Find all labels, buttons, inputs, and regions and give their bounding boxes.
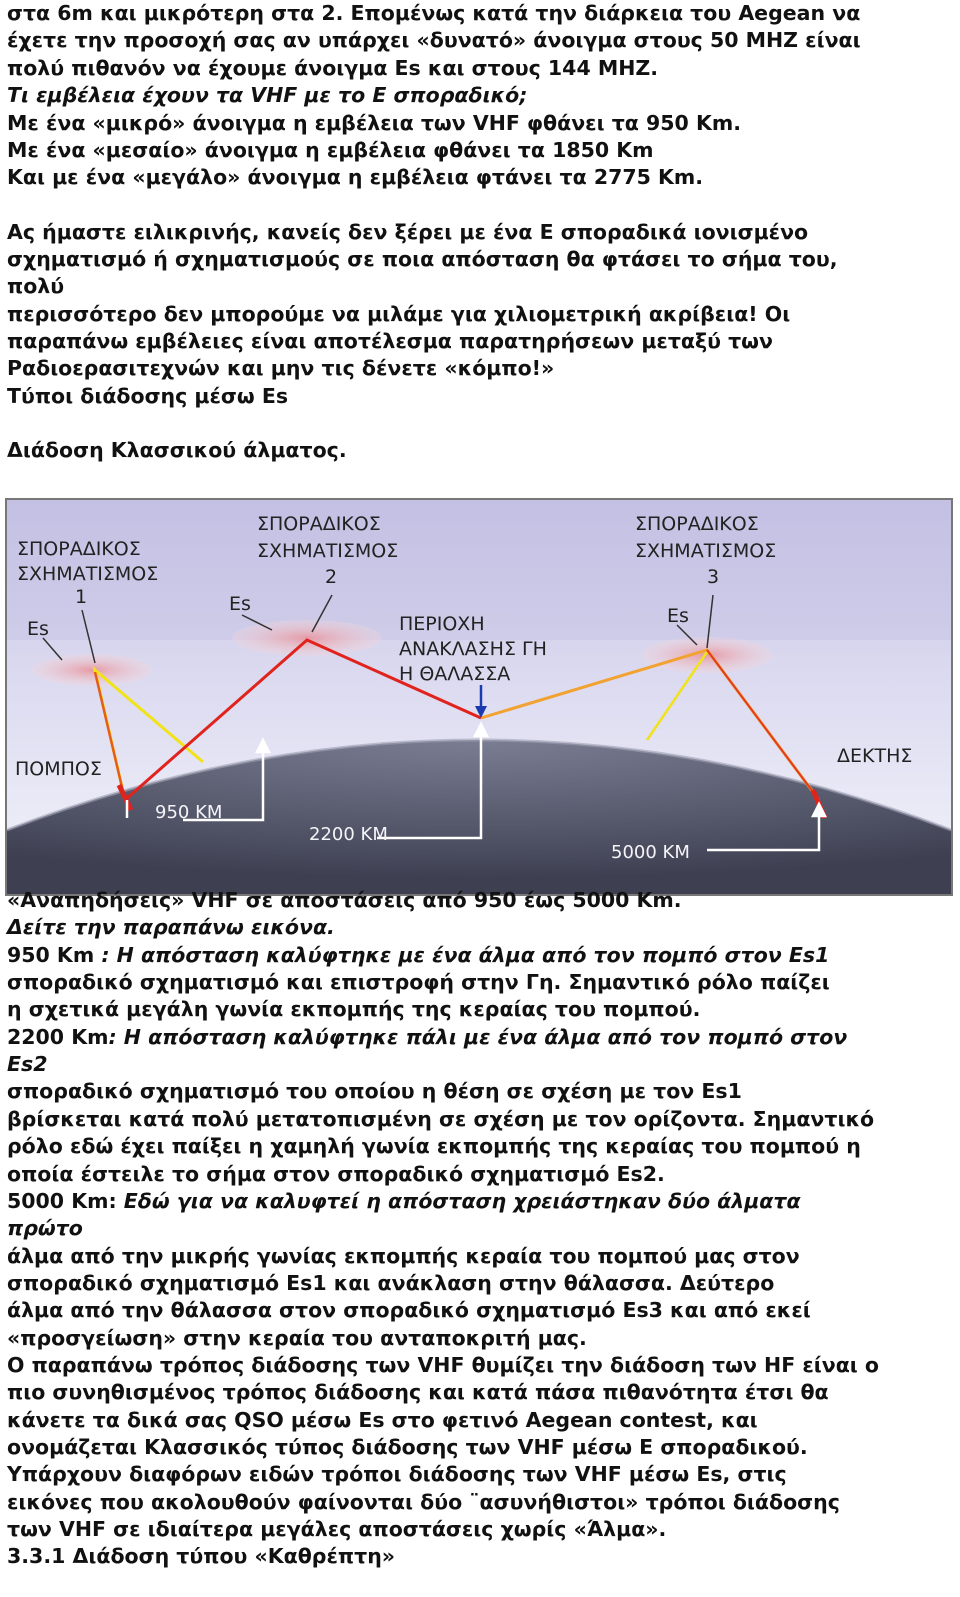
text-run: άλμα από την θάλασσα στον σποραδικό σχηματισμό Es3 και από εκεί: [7, 1298, 811, 1323]
text-run: άλμα από την μικρής γωνίας εκπομπής κεραία του πομπού μας στον: [7, 1243, 800, 1268]
range-question: Τι εμβέλεια έχουν τα VHF με το Ε σποραδικό;: [7, 83, 528, 107]
text-line: Με ένα «μικρό» άνοιγμα η εμβέλεια των VHF φθάνει τα 950 Km.: [7, 111, 741, 135]
es-label-2: Es: [229, 593, 251, 615]
text-run: οποία έστειλε το σήμα στον σποραδικό σχηματισμό Es2.: [7, 1161, 665, 1186]
text-run: : Η απόσταση καλύφτηκε με ένα άλμα από τον πομπό στον Es1: [101, 942, 830, 967]
text-run: πρώτο: [7, 1216, 83, 1241]
text-line: [7, 914, 953, 941]
distance-2200-label: 2200 ΚΜ: [309, 824, 388, 845]
text-run: «Αναπηδήσεις» VHF σε αποστάσεις από 950 έως 5000 Km.: [7, 888, 682, 912]
formation-label-2a: ΣΠΟΡΑΔΙΚΟΣ: [257, 513, 381, 535]
text-line: πολύ πιθανόν να έχουμε άνοιγμα Es και στους 144 MHZ.: [7, 56, 659, 80]
reflection-label-c: Η ΘΑΛΑΣΣΑ: [399, 663, 511, 685]
text-line: Και με ένα «μεγάλο» άνοιγμα η εμβέλεια φτάνει τα 2775 Km.: [7, 165, 704, 189]
text-line: [7, 1133, 953, 1160]
transmitter-label: ΠΟΜΠΟΣ: [15, 758, 102, 780]
text-line: [7, 1407, 953, 1434]
text-line: περισσότερο δεν μπορούμε να μιλάμε για χιλιομετρική ακρίβεια! Οι: [7, 302, 791, 326]
formation-label-2b: ΣΧΗΜΑΤΙΣΜΟΣ: [257, 540, 399, 562]
text-line: Ραδιοερασιτεχνών και μην τις δένετε «κόμπο!»: [7, 356, 555, 380]
text-line: Ας ήμαστε ειλικρινής, κανείς δεν ξέρει με ένα Ε σποραδικά ιονισμένο: [7, 220, 809, 244]
text-line: πολύ: [7, 274, 65, 298]
text-line: [7, 1188, 953, 1215]
distance-950-label: 950 ΚΜ: [155, 802, 223, 823]
text-line: [7, 1215, 953, 1242]
text-line: [7, 1489, 953, 1516]
text-line: [7, 1516, 953, 1543]
text-line: [7, 1379, 953, 1406]
text-line: [7, 1270, 953, 1297]
formation-number-1: 1: [75, 586, 88, 608]
text-line: [7, 1024, 953, 1051]
formation-label-1a: ΣΠΟΡΑΔΙΚΟΣ: [17, 538, 141, 560]
text-run: βρίσκεται κατά πολύ μετατοπισμένη σε σχέση με τον ορίζοντα. Σημαντικό: [7, 1106, 875, 1131]
text-run: 3.3.1 Διάδοση τύπου «Καθρέπτη»: [7, 1544, 396, 1569]
text-run: : Η απόσταση καλύφτηκε πάλι με ένα άλμα από τον πομπό στον: [108, 1024, 848, 1049]
text-run: ονομάζεται Κλασσικός τύπος διάδοσης των VHF μέσω Ε σποραδικού.: [7, 1435, 808, 1459]
text-line: [7, 996, 953, 1023]
reflection-label-b: ΑΝΑΚΛΑΣΗΣ ΓΗ: [399, 638, 547, 660]
text-run: Es2: [7, 1052, 48, 1077]
text-line: [7, 1243, 953, 1270]
text-run: εικόνες που ακολουθούν φαίνονται δύο ¨ασυνήθιστοι» τρόποι διάδοσης: [7, 1489, 840, 1514]
text-line: [7, 1106, 953, 1133]
text-line: σχηματισμό ή σχηματισμούς σε ποια απόσταση θα φτάσει το σήμα του,: [7, 247, 838, 271]
text-line: [7, 1352, 953, 1379]
text-run: «προσγείωση» στην κεραία του ανταποκριτή μας.: [7, 1325, 587, 1350]
text-run: κάνετε τα δικά σας QSO μέσω Es στο φετινό Aegean contest, και: [7, 1407, 758, 1432]
formation-label-3a: ΣΠΟΡΑΔΙΚΟΣ: [635, 513, 759, 535]
text-run: η σχετικά μεγάλη γωνία εκπομπής της κεραίας του πομπού.: [7, 997, 701, 1022]
text-run: 5000 Km:: [7, 1188, 124, 1213]
formation-number-2: 2: [325, 566, 338, 588]
text-run: Υπάρχουν διαφόρων ειδών τρόποι διάδοσης των VHF μέσω Es, στις: [7, 1462, 787, 1487]
receiver-label: ΔΕΚΤΗΣ: [837, 745, 913, 767]
text-run: ρόλο εδώ έχει παίξει η χαμηλή γωνία εκπομπής της κεραίας του πομπού η: [7, 1134, 861, 1159]
text-line: [7, 1051, 953, 1078]
es-label-3: Es: [667, 605, 689, 627]
text-run: Δείτε την παραπάνω εικόνα.: [7, 915, 335, 940]
section-heading: Διάδοση Κλασσικού άλματος.: [7, 438, 347, 462]
text-line: [7, 1161, 953, 1188]
text-line: έχετε την προσοχή σας αν υπάρχει «δυνατό» άνοιγμα στους 50 MHZ είναι: [7, 28, 861, 52]
text-line: Με ένα «μεσαίο» άνοιγμα η εμβέλεια φθάνει τα 1850 Km: [7, 138, 654, 162]
text-line: [7, 1325, 953, 1352]
formation-label-3b: ΣΧΗΜΑΤΙΣΜΟΣ: [635, 540, 777, 562]
text-line: [7, 1543, 953, 1570]
es-label-1: Es: [27, 618, 49, 640]
text-line: [7, 1078, 953, 1105]
text-run: πιο συνηθισμένος τρόπος διάδοσης και κατά πάσα πιθανότητα έτσι θα: [7, 1380, 829, 1405]
formation-label-1b: ΣΧΗΜΑΤΙΣΜΟΣ: [17, 563, 159, 585]
text-run: 2200 Km: [7, 1024, 109, 1049]
distance-5000-label: 5000 ΚΜ: [611, 842, 690, 863]
formation-number-3: 3: [707, 566, 720, 588]
text-run: σποραδικό σχηματισμό του οποίου η θέση σε σχέση με τον Es1: [7, 1079, 742, 1104]
text-run: σποραδικό σχηματισμό και επιστροφή στην Γη. Σημαντικό ρόλο παίζει: [7, 970, 830, 995]
text-line: παραπάνω εμβέλειες είναι αποτέλεσμα παρατηρήσεων μεταξύ των: [7, 329, 773, 353]
es-cloud-1: [32, 654, 152, 686]
text-run: 950 Km: [7, 942, 102, 967]
es-cloud-2: [232, 620, 382, 656]
text-run: Ο παραπάνω τρόπος διάδοσης των VHF θυμίζει την διάδοση των HF είναι ο: [7, 1352, 880, 1377]
text-line: [7, 1297, 953, 1324]
text-line: [7, 969, 953, 996]
reflection-label-a: ΠΕΡΙΟΧΗ: [399, 613, 485, 635]
text-run: σποραδικό σχηματισμό Es1 και ανάκλαση στην θάλασσα. Δεύτερο: [7, 1270, 775, 1295]
text-line: στα 6m και μικρότερη στα 2. Επομένως κατά την διάρκεια του Aegean να: [7, 1, 861, 25]
text-line: [7, 1434, 953, 1461]
text-line: [7, 942, 953, 969]
text-line: [7, 1461, 953, 1488]
text-line: [7, 887, 953, 914]
es-propagation-diagram: [5, 498, 953, 896]
text-run: Εδώ για να καλυφτεί η απόσταση χρειάστηκαν δύο άλματα: [123, 1188, 801, 1213]
text-line: Τύποι διάδοσης μέσω Es: [7, 384, 289, 408]
text-run: των VHF σε ιδιαίτερα μεγάλες αποστάσεις χωρίς «Άλμα».: [7, 1517, 667, 1542]
